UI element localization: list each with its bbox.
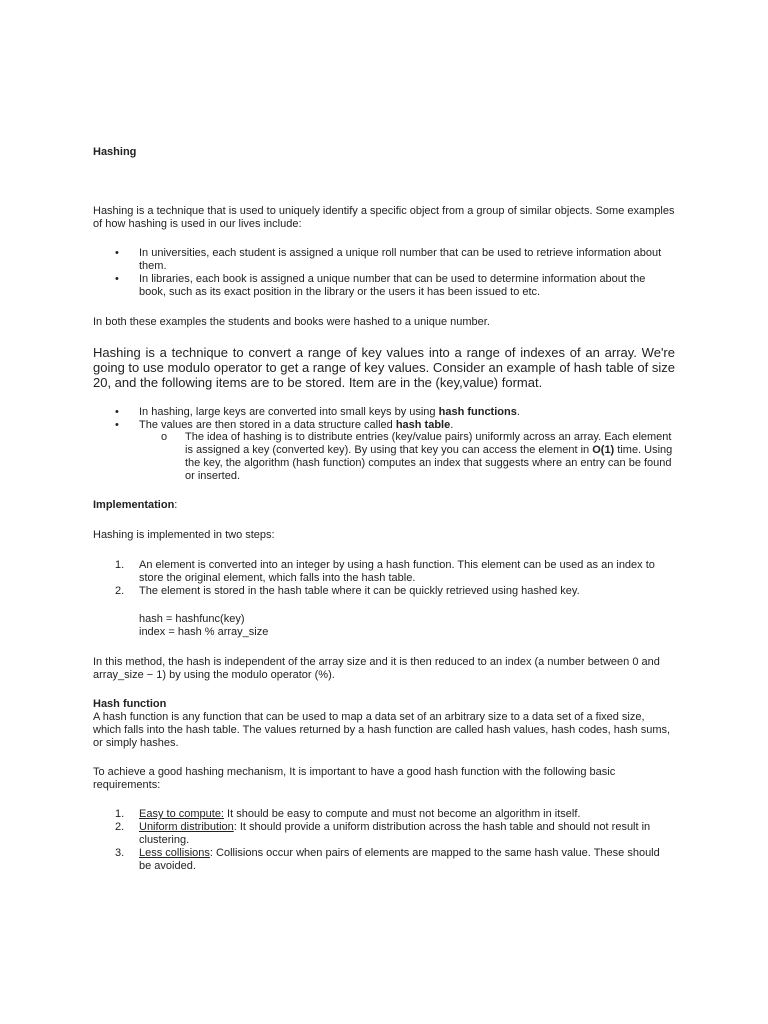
step-number: 1. bbox=[115, 559, 125, 571]
points-list bbox=[93, 406, 675, 432]
requirements-list bbox=[93, 808, 675, 873]
req-number: 3. bbox=[115, 847, 125, 859]
bullet-icon: • bbox=[115, 419, 119, 431]
sub-bold: O(1) bbox=[592, 444, 615, 456]
intro-paragraph: Hashing is a technique that is used to uniquely identify a specific object from a group of similar objects. Some examples of how hashing is used in our lives include: bbox=[93, 205, 675, 230]
implementation-heading: Implementation bbox=[93, 499, 175, 511]
bullet-icon: • bbox=[115, 247, 119, 259]
hash-function-heading bbox=[93, 698, 675, 711]
list-item bbox=[93, 585, 675, 598]
list-item bbox=[93, 431, 675, 483]
list-item bbox=[93, 247, 675, 273]
list-item bbox=[93, 847, 675, 873]
list-item bbox=[93, 406, 675, 419]
list-item bbox=[93, 821, 675, 847]
code-line: hash = hashfunc(key) bbox=[139, 613, 245, 625]
implementation-intro: Hashing is implemented in two steps: bbox=[93, 529, 275, 541]
req-text: : Collisions occur when pairs of elements are mapped to the same hash value. These should be avoided. bbox=[139, 847, 660, 872]
req-term: Uniform distribution bbox=[139, 821, 234, 833]
method-note: In this method, the hash is independent of the array size and it is then reduced to an index (a number between 0 and array_size − 1) by using the modulo operator (%). bbox=[93, 656, 660, 681]
hash-function-text: A hash function is any function that can be used to map a data set of an arbitrary size to a data set of a fixed size, which falls into the hash table. The values returned by a hash function are called hash values, hash codes, hash sums, or simply hashes. bbox=[93, 711, 671, 749]
sub-text-pre: The idea of hashing is to distribute entries (key/value pairs) uniformly across an array. Each element is assigned a key (converted key). By using that key you can access the element in bbox=[185, 431, 672, 456]
list-item-text: In universities, each student is assigned a unique roll number that can be used to retrieve information about them. bbox=[139, 247, 662, 272]
req-term: Less collisions bbox=[139, 847, 210, 859]
point-bold: hash functions bbox=[438, 406, 517, 418]
hash-function-section bbox=[93, 698, 675, 750]
code-block bbox=[93, 613, 675, 639]
hash-function-heading-text: Hash function bbox=[93, 698, 167, 710]
examples-summary: In both these examples the students and books were hashed to a unique number. bbox=[93, 316, 490, 328]
bullet-icon: • bbox=[115, 406, 119, 418]
req-text: : It should provide a uniform distribution across the hash table and should not result in clustering. bbox=[139, 821, 651, 846]
step-number: 2. bbox=[115, 585, 125, 597]
technique-paragraph: Hashing is a technique to convert a range of key values into a range of indexes of an array. We're going to use modulo operator to get a range of key values. Consider an example of hash table of size 20, and the following items are to be stored. Item are in the (key,value) format. bbox=[93, 345, 675, 390]
req-term: Easy to compute: bbox=[139, 808, 224, 820]
list-item bbox=[93, 273, 675, 299]
list-item bbox=[93, 808, 675, 821]
list-item-text: In libraries, each book is assigned a unique number that can be used to determine information about the book, such as its exact position in the library or the users it has been issued to etc. bbox=[139, 273, 646, 298]
point-bold: hash table bbox=[395, 419, 451, 431]
point-text-post: . bbox=[516, 406, 520, 418]
step-text: An element is converted into an integer by using a hash function. This element can be used as an index to store the original element, which falls into the hash table. bbox=[139, 559, 655, 584]
requirements-intro: To achieve a good hashing mechanism, It is important to have a good hash function with the following basic requirements: bbox=[93, 766, 616, 791]
bullet-icon: • bbox=[115, 273, 119, 285]
implementation-colon: : bbox=[174, 499, 178, 511]
step-text: The element is stored in the hash table where it can be quickly retrieved using hashed key. bbox=[139, 585, 580, 597]
point-text-post: . bbox=[450, 419, 454, 431]
req-number: 2. bbox=[115, 821, 125, 833]
req-number: 1. bbox=[115, 808, 125, 820]
sub-points-list bbox=[93, 431, 675, 483]
sub-bullet-icon: o bbox=[161, 431, 168, 443]
code-line: index = hash % array_size bbox=[139, 626, 269, 638]
doc-title: Hashing bbox=[93, 146, 137, 158]
examples-list bbox=[93, 247, 675, 299]
point-text-pre: In hashing, large keys are converted into small keys by using bbox=[139, 406, 439, 418]
implementation-heading-line bbox=[93, 499, 675, 512]
point-text-pre: The values are then stored in a data structure called bbox=[139, 419, 396, 431]
sub-text-post: time. Using the key, the algorithm (hash function) computes an index that suggests where an entry can be found or inserted. bbox=[185, 444, 673, 482]
req-text: It should be easy to compute and must not become an algorithm in itself. bbox=[224, 808, 581, 820]
steps-list bbox=[93, 559, 675, 598]
list-item bbox=[93, 559, 675, 585]
